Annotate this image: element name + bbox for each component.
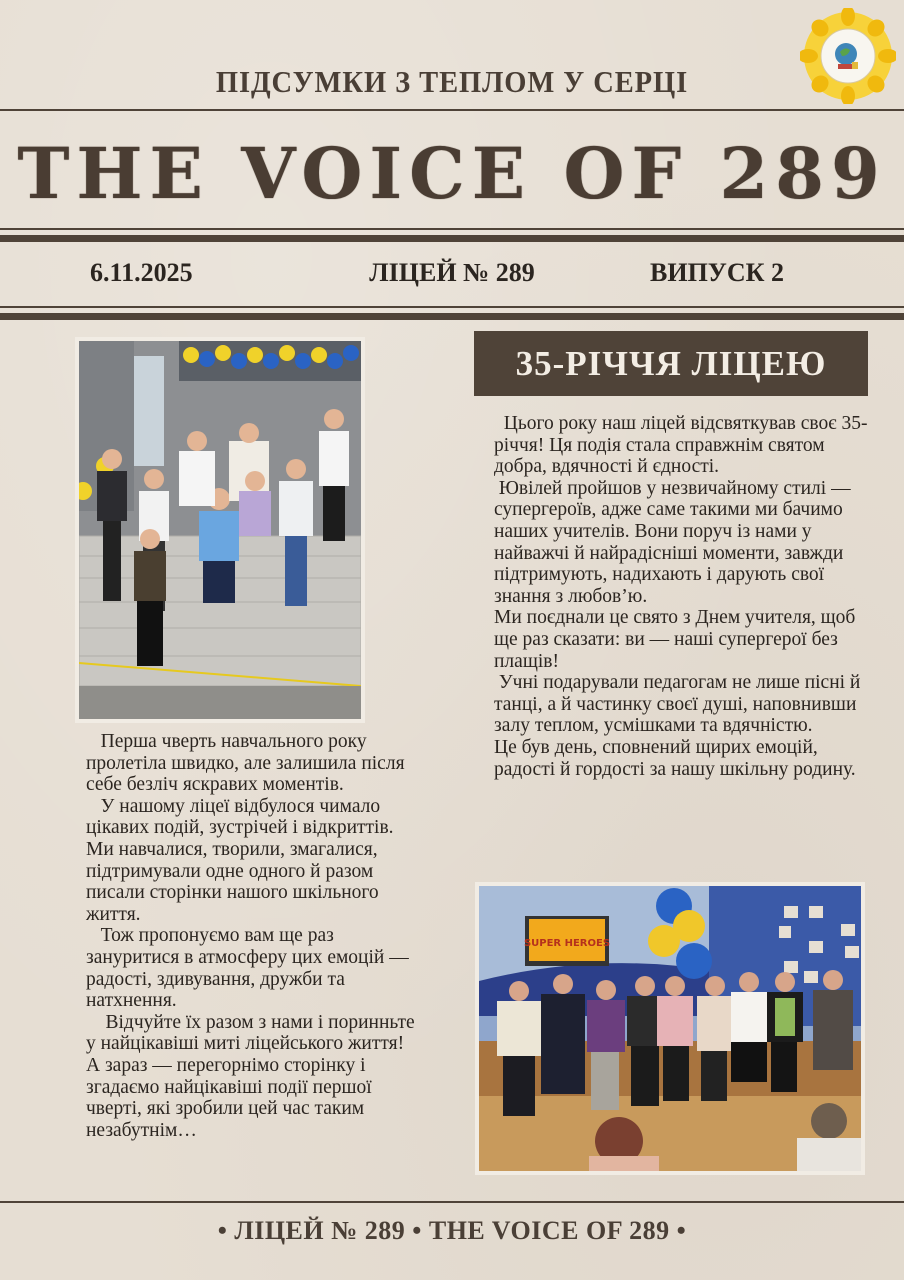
article-paragraph: А зараз — перегорнімо сторінку і згадаємо найцікавіші події першої чверті, які зробили цей час таким незабутнім… <box>86 1054 372 1141</box>
article-paragraph: Перша чверть навчального року пролетіла швидко, але залишила після себе безліч яскравих моментів. <box>86 731 405 796</box>
divider-rule <box>0 1201 904 1203</box>
tagline: ПІДСУМКИ З ТЕПЛОМ У СЕРЦІ <box>215 64 689 99</box>
article-paragraph: Це був день, сповнений щирих емоцій, радості й гордості за нашу шкільну родину. <box>494 736 856 780</box>
issue-date: 6.11.2025 <box>90 258 193 287</box>
article-paragraph: Ювілей пройшов у незвичайному стилі — супергероїв, адже саме такими ми бачимо наших учителів. Вони поруч із нами у найважчі й найрадісніші моменти, завжди підтримують, надихають і дарують свої знання з любов’ю. <box>494 477 851 607</box>
footer-text: • ЛІЦЕЙ № 289 • THE VOICE OF 289 • <box>217 1216 687 1245</box>
article-paragraph: У нашому ліцеї відбулося чимало цікавих подій, зустрічей і відкриттів. Ми навчалися, творили, змагалися, підтримували одне одного й разом писали сторінки нашого шкільного життя. <box>86 795 394 925</box>
article-paragraph: Тож пропонуємо вам ще раз зануритися в атмосферу цих емоцій — радості, здивування, дружби та натхнення. <box>86 925 409 1012</box>
divider-rule <box>0 306 904 308</box>
article-paragraph: Учні подарували педагогам не лише пісні й танці, а й частинку своєї душі, наповнивши залу теплом, усмішками та вдячністю. <box>494 672 861 737</box>
teachers-photo <box>475 882 865 1175</box>
divider-rule <box>0 228 904 230</box>
school-name: ЛІЦЕЙ № 289 <box>369 258 535 287</box>
screen-text: SUPER HEROES <box>523 938 611 949</box>
article-paragraph: Відчуйте їх разом з нами і поринньте у найцікавіші миті ліцейського життя! <box>86 1011 415 1055</box>
teachers-photo-image <box>479 886 861 1171</box>
article-paragraph: Цього року наш ліцей відсвяткував своє 35-річчя! Ця подія стала справжнім святом добра, вдячності й єдності. <box>494 413 868 478</box>
intro-article <box>86 731 416 1141</box>
article-paragraph: Ми поєднали це свято з Днем учителя, щоб ще раз сказати: ви — наші супергерої без плащів! <box>494 607 856 672</box>
section-title: 35-РІЧЧЯ ЛІЦЕЮ <box>474 331 868 396</box>
students-photo-image <box>79 341 361 719</box>
issue-number: ВИПУСК 2 <box>650 258 784 287</box>
divider-rule-thick <box>0 313 904 320</box>
anniversary-article <box>494 413 874 780</box>
students-photo <box>75 337 365 723</box>
divider-rule-thick <box>0 235 904 242</box>
masthead-title: THE VOICE OF 289 <box>17 132 887 215</box>
divider-rule <box>0 109 904 111</box>
